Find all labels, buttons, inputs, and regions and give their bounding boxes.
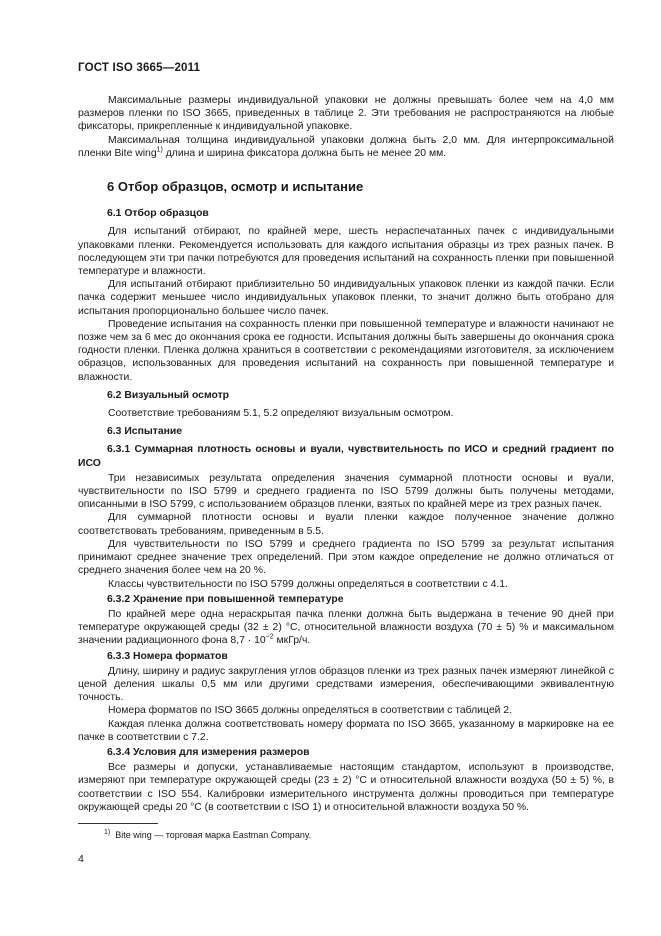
clause-heading-6-3-3: 6.3.3 Номера форматов (107, 650, 228, 662)
paragraph: Все размеры и допуски, устанавливаемые настоящим стандартом, используют в производстве, измеряют при температуре окружающей среды (23 ± 2) °С и относительной влажности воздуха (50 ± 5) %, в соответствии с ISO 554. Калибровки измерительного инструмента должны проводиться при температуре окружающей среды 20 °С (в соответствии с ISO 1) и относительной влажности воздуха 50 %. (78, 762, 614, 813)
page-number: 4 (78, 853, 84, 865)
clause-heading-6-3-1: 6.3.1 Суммарная плотность основы и вуали, чувствительность по ИСО и средний градиент по ИСО (78, 444, 614, 469)
footnote (104, 830, 311, 840)
paragraph (78, 608, 614, 648)
subsection-heading-6-1: 6.1 Отбор образцов (107, 208, 209, 220)
paragraph: Классы чувствительности по ISO 5799 должны определяться в соответствии с 4.1. (108, 578, 508, 590)
paragraph: Три независимых результата определения значения суммарной плотности основы и вуали, чувствительности по ISO 5799 и среднего градиента по ISO 5799 должны быть получены методами, описанными в ISO 5799, с использованием образцов пленки, взятых по крайней мере из трех разных пачек. (78, 472, 614, 511)
paragraph: Для испытаний отбирают, по крайней мере, шесть нераспечатанных пачек с индивидуальными упаковками пленки. Рекомендуется использовать для каждого испытания образцы из трех разных пачек. В последующем эти три пачки потребуются для проведения испытаний на сохранность пленки при повышенной температуре и влажности. (78, 226, 614, 278)
page-body (78, 94, 614, 814)
paragraph (78, 134, 614, 160)
paragraph: Для чувствительности по ISO 5799 и среднего градиента по ISO 5799 за результат испытания принимают среднее значение трех определений. При этом каждое определение не должно отличаться от среднего значения более чем на 20 %. (78, 538, 614, 577)
exponent: −2 (265, 633, 274, 641)
paragraph: Для испытаний отбирают приблизительно 50 индивидуальных упаковок пленки из каждой пачки. Если пачка содержит меньшее число индивидуальных упаковок пленки, то значит должно быть отобрано для испытания пропорционально большее число пачек. (78, 279, 614, 317)
paragraph-text: длина и ширина фиксатора должна быть не менее 20 мм. (162, 147, 447, 159)
clause-heading-6-3-4: 6.3.4 Условия для измерения размеров (107, 746, 310, 758)
clause-heading-6-3-2: 6.3.2 Хранение при повышенной температуре (107, 593, 344, 605)
paragraph: Номера форматов по ISO 3665 должны определяться в соответствии с таблицей 2. (108, 705, 512, 717)
paragraph: Максимальные размеры индивидуальной упаковки не должны превышать более чем на 4,0 мм размеров пленки по ISO 3665, приведенных в таблице 2. Эти требования не распространяются на любые фиксаторы, прикрепленные к индивидуальной упаковке. (78, 95, 614, 133)
footnote-marker: 1) (104, 829, 111, 836)
paragraph: Проведение испытания на сохранность пленки при повышенной температуре и влажности начинают не позже чем за 6 мес до окончания срока ее годности. Испытания должны быть завершены до окончания срока годности пленки. Пленка должна храниться в соответствии с рекомендациями изготовителя, за исключением образцов, использованных для проведения испытаний на сохранность при повышенной температуре и влажности. (78, 318, 614, 383)
paragraph: Каждая пленка должна соответствовать номеру формата по ISO 3665, указанному в маркировке на ее пачке в соответствии с 7.2. (78, 718, 614, 743)
paragraph-text: Максимальная толщина индивидуальной упаковки должна быть 2,0 мм. Для интерпроксимальной пленки Bite wing (78, 134, 614, 159)
subsection-heading-6-3: 6.3 Испытание (107, 426, 183, 438)
subsection-heading-6-2: 6.2 Визуальный осмотр (107, 389, 230, 401)
footnote-separator (78, 823, 158, 824)
document-header: ГОСТ ISO 3665—2011 (78, 62, 201, 74)
paragraph: Для суммарной плотности основы и вуали пленки каждое полученное значение должно соответствовать требованиям, приведенным в 5.5. (78, 512, 614, 537)
paragraph: Соответствие требованиям 5.1, 5.2 определяют визуальным осмотром. (108, 408, 454, 420)
paragraph: Длину, ширину и радиус закругления углов образцов пленки из трех разных пачек измеряют линейкой с ценой деления шкалы 0,5 мм или другими средствами измерения, обеспечивающими эквивалентную точность. (78, 665, 614, 704)
paragraph-text: По крайней мере одна нераскрытая пачка пленки должна быть выдержана в течение 90 дней при температуре окружающей среды (32 ± 2) °С, относительной влажности воздуха (70 ± 5) % и максимальном значении радиационного фона 8,7 · 10 (78, 608, 614, 647)
footnote-text: Bite wing — торговая марка Eastman Company. (115, 830, 312, 840)
paragraph-text: мкГр/ч. (273, 635, 311, 647)
footnote-ref: 1) (156, 146, 163, 154)
section-heading-6: 6 Отбор образцов, осмотр и испытание (107, 179, 364, 195)
